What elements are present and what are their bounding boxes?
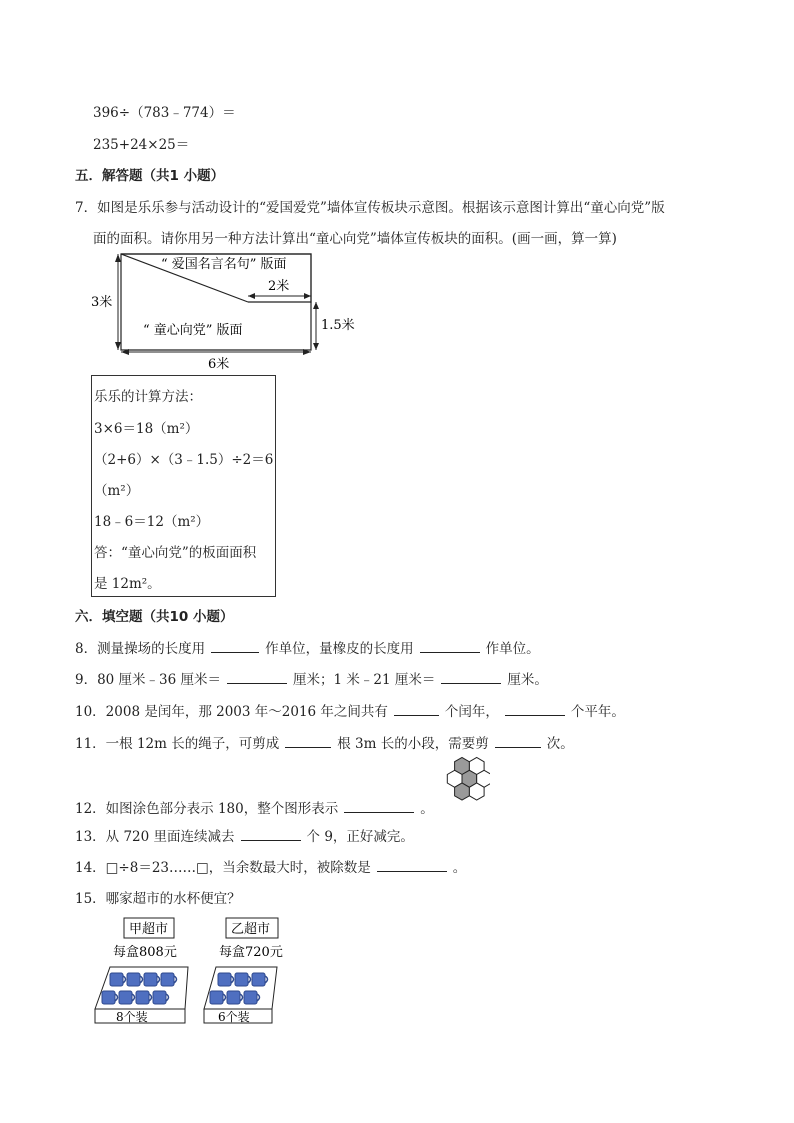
hexagon-figure	[436, 756, 490, 808]
q11: 11．一根 12m 长的绳子，可剪成 根 3m 长的小段，需要剪 次。	[75, 736, 574, 752]
store-a-name: 甲超市	[129, 922, 169, 937]
q12-blank-1[interactable]	[344, 800, 414, 813]
q10-blank-1[interactable]	[394, 703, 439, 716]
box-line-7: 是 12m²。	[94, 576, 161, 592]
cup-icon	[144, 973, 160, 986]
cup-icon	[127, 973, 143, 986]
store-a-price: 每盒808元	[113, 945, 177, 960]
dim-width: 6米	[208, 357, 230, 370]
section-5-title: 五．解答题（共1 小题）	[75, 168, 225, 184]
q8: 8．测量操场的长度用 作单位，量橡皮的长度用 作单位。	[75, 641, 540, 657]
q14: 14．□÷8＝23……□，当余数最大时，被除数是 。	[75, 860, 467, 876]
q13-blank-1[interactable]	[241, 828, 301, 841]
box-line-2: 3×6＝18（m²）	[94, 421, 199, 437]
cup-icon	[235, 973, 251, 986]
q12: 12．如图涂色部分表示 180，整个图形表示 。	[75, 801, 434, 817]
calc-line-1: 396÷（783﹣774）＝	[93, 105, 236, 121]
store-a-box	[95, 967, 188, 1024]
box-line-4: （m²）	[94, 483, 140, 499]
cup-icon	[153, 991, 169, 1004]
box-line-6: 答：“童心向党”的板面面积	[94, 545, 257, 561]
cup-icon	[161, 973, 177, 986]
dim-height: 3米	[91, 295, 113, 310]
q7-text-line1: 7．如图是乐乐参与活动设计的“爱国爱党”墙体宣传板块示意图。根据该示意图计算出“童心向党”版	[75, 200, 665, 216]
q10: 10．2008 是闰年，那 2003 年～2016 年之间共有 个闰年， 个平年。	[75, 704, 625, 720]
cup-icon	[210, 991, 226, 1004]
cup-icon	[119, 991, 135, 1004]
q15-text: 15．哪家超市的水杯便宜？	[75, 891, 241, 907]
hex-shaded	[455, 783, 470, 800]
lele-method-box	[91, 375, 276, 597]
cup-icon	[252, 973, 268, 986]
label-bottom-board: “ 童心向党” 版面	[143, 323, 243, 338]
hex-plain	[469, 783, 484, 800]
box-line-1: 乐乐的计算方法：	[94, 389, 202, 405]
store-b-box	[204, 967, 277, 1024]
cup-icon	[244, 991, 260, 1004]
q8-blank-2[interactable]	[420, 640, 480, 653]
cup-icon	[227, 991, 243, 1004]
q11-blank-1[interactable]	[285, 735, 331, 748]
store-illustration	[90, 915, 310, 1027]
q8-blank-1[interactable]	[211, 640, 259, 653]
q9-blank-2[interactable]	[441, 671, 501, 684]
store-b-price: 每盒720元	[219, 945, 283, 960]
cup-icon	[110, 973, 126, 986]
store-a-pack: 8个装	[116, 1010, 148, 1024]
box-line-3: （2+6）×（3﹣1.5）÷2＝6	[94, 452, 274, 468]
q14-blank-1[interactable]	[377, 859, 447, 872]
label-top-board: “ 爱国名言名句” 版面	[161, 257, 287, 272]
dim-step: 2米	[268, 279, 290, 294]
q11-blank-2[interactable]	[495, 735, 541, 748]
cup-icon	[218, 973, 234, 986]
q7-board-diagram	[88, 248, 368, 370]
store-b-pack: 6个装	[218, 1010, 250, 1024]
calc-line-2: 235+24×25＝	[93, 137, 190, 153]
q13: 13．从 720 里面连续减去 个 9，正好减完。	[75, 829, 414, 845]
q9: 9．80 厘米﹣36 厘米＝ 厘米；1 米﹣21 厘米＝ 厘米。	[75, 672, 548, 688]
q7-text-line2: 面的面积。请你用另一种方法计算出“童心向党”墙体宣传板块的面积。(画一画，算一算)	[93, 231, 617, 247]
cup-icon	[136, 991, 152, 1004]
q10-blank-2[interactable]	[505, 703, 565, 716]
box-line-5: 18﹣6＝12（m²）	[94, 514, 210, 530]
cup-icon	[102, 991, 118, 1004]
q9-blank-1[interactable]	[227, 671, 287, 684]
dim-right: 1.5米	[321, 318, 355, 333]
section-6-title: 六．填空题（共10 小题）	[75, 609, 234, 625]
store-b-name: 乙超市	[231, 922, 271, 937]
